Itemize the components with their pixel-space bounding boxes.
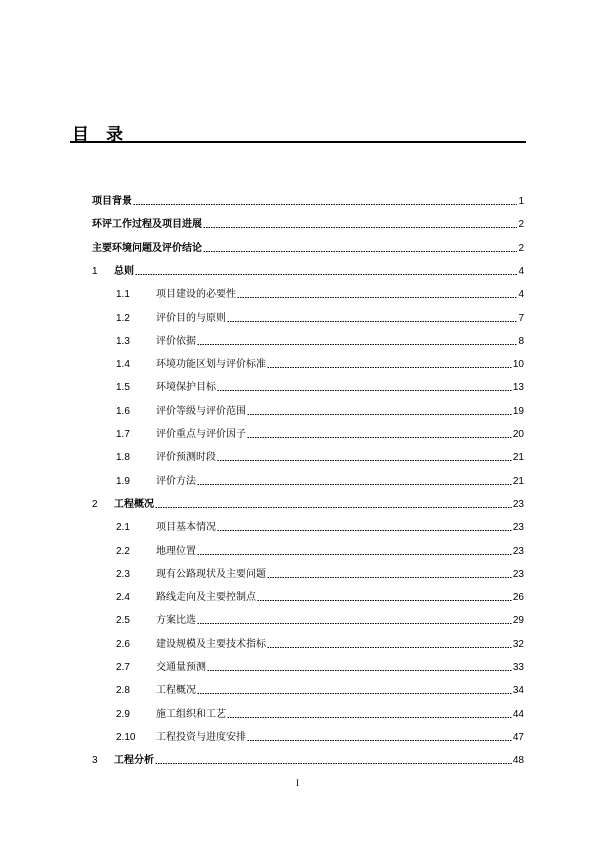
toc-entry-page: 29	[512, 615, 524, 627]
dot-leader	[155, 501, 512, 509]
toc-entry[interactable]	[92, 188, 524, 208]
toc-entry-page: 23	[512, 498, 524, 510]
toc-entry-page: 7	[518, 312, 524, 324]
dot-leader	[207, 664, 512, 672]
toc-entry[interactable]	[116, 281, 524, 301]
toc-entry[interactable]	[116, 561, 524, 581]
toc-heading: 目 录	[72, 125, 123, 145]
toc-entry[interactable]	[92, 747, 524, 767]
dot-leader	[197, 617, 512, 625]
toc-entry-label: 评价重点与评价因子	[156, 429, 246, 440]
toc-entry-page: 10	[512, 359, 524, 371]
dot-leader	[247, 408, 512, 416]
toc-entry[interactable]	[116, 654, 524, 674]
toc-entry-label: 工程概况	[156, 685, 196, 697]
toc-entry-page: 26	[512, 592, 524, 604]
toc-entry[interactable]	[116, 607, 524, 627]
toc-entry[interactable]	[116, 701, 524, 721]
toc-entry-number: 1.4	[116, 359, 130, 371]
toc-entry-label: 主要环境问题及评价结论	[92, 242, 202, 254]
dot-leader	[133, 198, 517, 206]
dot-leader	[135, 268, 517, 276]
dot-leader	[203, 245, 517, 253]
dot-leader	[227, 711, 512, 719]
toc-entry-page: 8	[518, 335, 524, 347]
toc-entry-page: 34	[512, 685, 524, 697]
toc-entry-number: 1.3	[116, 335, 130, 347]
toc-entry-number: 1	[92, 265, 98, 277]
toc-entry-number: 1.2	[116, 312, 130, 324]
toc-entry-number: 2.9	[116, 708, 130, 720]
toc-entry-number: 2.7	[116, 662, 130, 673]
dot-leader	[267, 571, 512, 579]
toc-entry[interactable]	[116, 514, 524, 534]
toc-entry-number: 2.4	[116, 592, 130, 604]
toc-entry-page: 21	[512, 475, 524, 487]
toc-entry-number: 2.1	[116, 522, 130, 534]
toc-entry-page: 2	[518, 219, 524, 231]
toc-entry-number: 2.10	[116, 731, 136, 743]
dot-leader	[227, 315, 517, 323]
toc-entry[interactable]	[116, 538, 524, 558]
toc-entry-label: 地理位置	[156, 545, 196, 557]
toc-entry[interactable]	[116, 328, 524, 348]
toc-entry[interactable]	[92, 491, 524, 511]
toc-entry-label: 评价目的与原则	[156, 312, 226, 324]
toc-entry-label: 环境功能区划与评价标准	[156, 359, 266, 371]
toc-entry-number: 1.5	[116, 382, 130, 394]
toc-entry-label: 评价等级与评价范围	[156, 405, 246, 417]
toc-entry-page: 4	[518, 289, 524, 301]
toc-entry-page: 23	[512, 568, 524, 580]
toc-entry-label: 交通量预测	[156, 662, 206, 673]
toc-entry[interactable]	[116, 677, 524, 697]
dot-leader	[257, 594, 512, 602]
toc-entry-page: 2	[518, 242, 524, 254]
toc-entry-page: 20	[512, 429, 524, 440]
dot-leader	[217, 454, 512, 462]
heading-rule	[70, 141, 526, 143]
toc-entry-page: 23	[512, 545, 524, 557]
toc-entry-page: 21	[512, 452, 524, 464]
toc-entry-label: 评价方法	[156, 475, 196, 487]
toc-entry-label: 路线走向及主要控制点	[156, 592, 256, 604]
dot-leader	[217, 524, 512, 532]
toc-entry-number: 2.2	[116, 545, 130, 557]
dot-leader	[197, 338, 517, 346]
toc-entry-page: 32	[512, 638, 524, 650]
toc-entry-number: 2.6	[116, 638, 130, 650]
toc-entry[interactable]	[116, 305, 524, 325]
dot-leader	[155, 757, 512, 765]
page-number-footer: I	[296, 778, 299, 788]
toc-entry[interactable]	[116, 724, 524, 744]
toc-entry-label: 项目基本情况	[156, 522, 216, 534]
toc-entry-page: 4	[518, 265, 524, 277]
toc-entry-label: 施工组织和工艺	[156, 708, 226, 720]
dot-leader	[203, 221, 517, 229]
toc-entry-page: 44	[512, 708, 524, 720]
toc-entry-label: 环境保护目标	[156, 382, 216, 394]
dot-leader	[247, 734, 512, 742]
toc-entry[interactable]	[116, 468, 524, 488]
toc-entry-number: 2.5	[116, 615, 130, 627]
toc-entry[interactable]	[116, 444, 524, 464]
toc-entry[interactable]	[92, 211, 524, 231]
toc-entry[interactable]	[116, 421, 524, 441]
dot-leader	[217, 384, 512, 392]
toc-entry-page: 1	[518, 196, 524, 207]
dot-leader	[197, 478, 512, 486]
toc-entry-label: 评价预测时段	[156, 452, 216, 464]
dot-leader	[267, 361, 512, 369]
toc-entry[interactable]	[116, 374, 524, 394]
dot-leader	[197, 687, 512, 695]
toc-entry-label: 方案比选	[156, 615, 196, 627]
toc-entry-number: 2.3	[116, 568, 130, 580]
toc-entry-page: 33	[512, 662, 524, 673]
toc-entry-number: 1.9	[116, 475, 130, 487]
toc-entry-label: 工程概况	[114, 498, 154, 510]
toc-entry-label: 环评工作过程及项目进展	[92, 219, 202, 231]
toc-entry-label: 建设规模及主要技术指标	[156, 638, 266, 650]
toc-entry[interactable]	[116, 584, 524, 604]
toc-entry-label: 工程分析	[114, 755, 154, 767]
toc-entry-page: 19	[512, 405, 524, 417]
toc-entry-label: 现有公路现状及主要问题	[156, 568, 266, 580]
toc-entry-number: 1.7	[116, 429, 130, 440]
toc-entry[interactable]	[116, 398, 524, 418]
toc-entry-number: 2.8	[116, 685, 130, 697]
toc-entry-page: 23	[512, 522, 524, 534]
toc-entry-number: 3	[92, 755, 98, 767]
toc-entry-number: 2	[92, 498, 98, 510]
toc-entry-label: 项目背景	[92, 196, 132, 207]
toc-entry[interactable]	[92, 258, 524, 278]
toc-entry-page: 47	[512, 731, 524, 743]
toc-entry-label: 评价依据	[156, 335, 196, 347]
toc-entry-number: 1.6	[116, 405, 130, 417]
toc-entry-page: 13	[512, 382, 524, 394]
toc-entry[interactable]	[116, 631, 524, 651]
toc-entry-number: 1.8	[116, 452, 130, 464]
toc-entry[interactable]	[116, 351, 524, 371]
dot-leader	[237, 291, 517, 299]
toc-entry[interactable]	[92, 235, 524, 255]
dot-leader	[267, 641, 512, 649]
toc-entry-label: 工程投资与进度安排	[156, 731, 246, 743]
toc-entry-number: 1.1	[116, 289, 130, 301]
dot-leader	[197, 548, 512, 556]
dot-leader	[247, 431, 512, 439]
toc-entry-label: 总则	[114, 265, 134, 277]
toc-entry-page: 48	[512, 755, 524, 767]
toc-entry-label: 项目建设的必要性	[156, 289, 236, 301]
